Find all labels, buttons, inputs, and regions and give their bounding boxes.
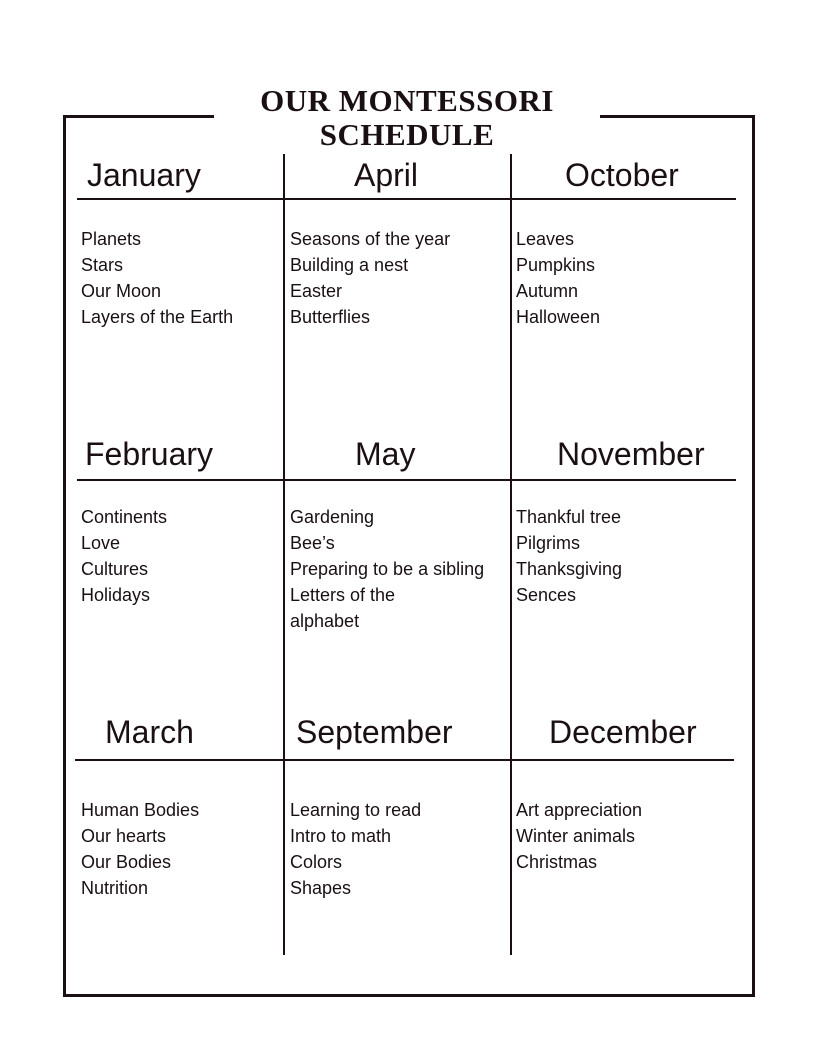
row-1-underline bbox=[77, 198, 736, 200]
topics-november bbox=[516, 504, 622, 608]
list-item: Thankful tree bbox=[516, 507, 622, 527]
list-item: Sences bbox=[516, 585, 577, 605]
topics-october bbox=[516, 226, 600, 330]
list-item: Building a nest bbox=[290, 255, 409, 275]
list-item: Cultures bbox=[81, 559, 149, 579]
list-item: Pilgrims bbox=[516, 533, 581, 553]
list-item: Art appreciation bbox=[516, 800, 643, 820]
topics-january bbox=[81, 226, 233, 330]
month-january: January bbox=[87, 157, 201, 193]
list-item: Planets bbox=[81, 229, 142, 249]
month-may: May bbox=[355, 436, 416, 472]
list-item: Layers of the Earth bbox=[81, 307, 234, 327]
list-item: Continents bbox=[81, 507, 168, 527]
list-item: Leaves bbox=[516, 229, 575, 249]
topics-february bbox=[81, 504, 167, 608]
list-item: Shapes bbox=[290, 878, 352, 898]
list-item: Our hearts bbox=[81, 826, 167, 846]
month-september: September bbox=[296, 714, 453, 750]
row-2-underline bbox=[77, 479, 736, 481]
list-item: Butterflies bbox=[290, 307, 371, 327]
list-item: Our Moon bbox=[81, 281, 162, 301]
list-item: Pumpkins bbox=[516, 255, 596, 275]
list-item: Bee’s bbox=[290, 533, 335, 553]
list-item: Nutrition bbox=[81, 878, 149, 898]
column-divider-2 bbox=[510, 154, 512, 955]
list-item: Winter animals bbox=[516, 826, 636, 846]
row-3-underline bbox=[75, 759, 734, 761]
month-october: October bbox=[565, 157, 679, 193]
topics-march bbox=[81, 797, 199, 901]
page-title bbox=[214, 84, 600, 152]
topics-april bbox=[290, 226, 450, 330]
list-item: Christmas bbox=[516, 852, 598, 872]
month-november: November bbox=[557, 436, 705, 472]
month-december: December bbox=[549, 714, 697, 750]
month-march: March bbox=[105, 714, 194, 750]
list-item: Intro to math bbox=[290, 826, 392, 846]
topics-december bbox=[516, 797, 642, 875]
list-item: Human Bodies bbox=[81, 800, 200, 820]
list-item: Autumn bbox=[516, 281, 579, 301]
list-item: Love bbox=[81, 533, 121, 553]
title-line-1: OUR MONTESSORI bbox=[260, 83, 554, 118]
list-item: Learning to read bbox=[290, 800, 422, 820]
list-item: Easter bbox=[290, 281, 343, 301]
list-item: Preparing to be a sibling bbox=[290, 559, 485, 579]
title-line-2: SCHEDULE bbox=[319, 117, 495, 152]
list-item: Thanksgiving bbox=[516, 559, 623, 579]
month-april: April bbox=[354, 157, 419, 193]
list-item: Seasons of the year bbox=[290, 229, 451, 249]
list-item: Our Bodies bbox=[81, 852, 172, 872]
topics-september bbox=[290, 797, 421, 901]
column-divider-1 bbox=[283, 154, 285, 955]
list-item: Colors bbox=[290, 852, 343, 872]
month-february: February bbox=[85, 436, 214, 472]
list-item: Holidays bbox=[81, 585, 151, 605]
list-item: Stars bbox=[81, 255, 124, 275]
topics-may bbox=[290, 504, 484, 634]
list-item: Gardening bbox=[290, 507, 375, 527]
list-item: Halloween bbox=[516, 307, 601, 327]
list-item: Letters of the bbox=[290, 585, 396, 605]
list-item: alphabet bbox=[290, 611, 360, 631]
